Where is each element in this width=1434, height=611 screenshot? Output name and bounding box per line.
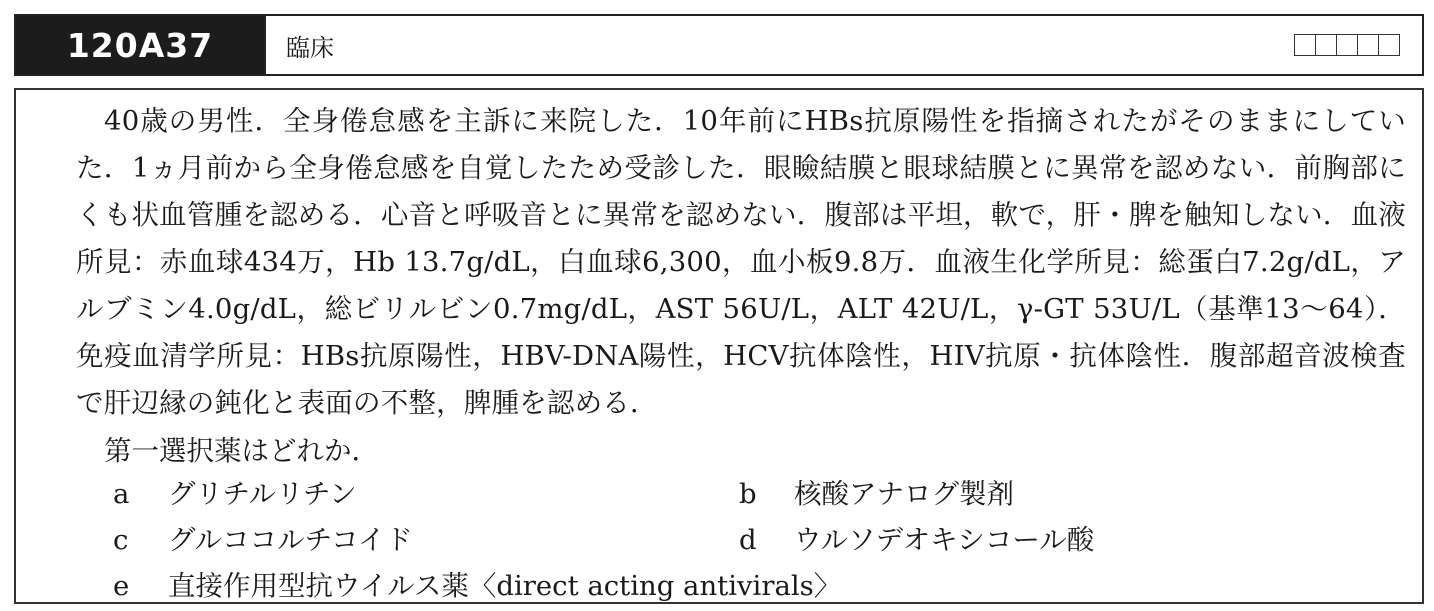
question-prompt: 第一選択薬はどれか． (104, 435, 379, 467)
option-text: グリチルリチン (168, 478, 357, 510)
option-text: 直接作用型抗ウイルス薬〈direct acting antivirals〉 (168, 570, 842, 602)
option-text: ウルソデオキシコール酸 (794, 524, 1095, 556)
option-e[interactable] (113, 563, 841, 610)
review-checkbox-3[interactable] (1336, 34, 1358, 56)
review-checkbox-4[interactable] (1357, 34, 1379, 56)
option-b[interactable] (739, 471, 1014, 518)
option-d[interactable] (739, 517, 1094, 564)
review-checkbox-2[interactable] (1315, 34, 1337, 56)
option-c[interactable] (113, 517, 413, 564)
review-checkbox-1[interactable] (1294, 34, 1316, 56)
question-id: 120A37 (16, 16, 266, 74)
option-letter: c (113, 524, 129, 556)
option-letter: e (113, 570, 130, 602)
option-letter: d (739, 524, 757, 556)
question-card (14, 88, 1424, 604)
question-category: 臨床 (286, 33, 334, 62)
question-header (14, 14, 1424, 76)
review-checkbox-5[interactable] (1378, 34, 1400, 56)
option-text: グルココルチコイド (168, 524, 413, 556)
option-text: 核酸アナログ製剤 (794, 478, 1014, 510)
option-letter: b (739, 478, 757, 510)
option-letter: a (113, 478, 130, 510)
review-checkboxes (1295, 16, 1422, 74)
option-a[interactable] (113, 471, 357, 518)
question-stem: 40歳の男性．全身倦怠感を主訴に来院した．10年前にHBs抗原陽性を指摘されたがそのままにしていた．1ヵ月前から全身倦怠感を自覚したため受診した．眼瞼結膜と眼球結膜とに異常を認めない．前胸部にくも状血管腫を認める．心音と呼吸音とに異常を認めない．腹部は平坦，軟で，肝・脾を触知しない．血液所見：赤血球434万，Hb 13.7g/dL，白血球6,300，血小板9.8万．血液生化学所見：総蛋白7.2g/dL，アルブミン4.0g/dL，総ビリルビン0.7mg/dL，AST 56U/L，ALT 42U/L，γ-GT 53U/L（基準13～64）．免疫血清学所見：HBs抗原陽性，HBV-DNA陽性，HCV抗体陰性，HIV抗原・抗体陰性．腹部超音波検査で肝辺縁の鈍化と表面の不整，脾腫を認める． (76, 105, 1406, 419)
